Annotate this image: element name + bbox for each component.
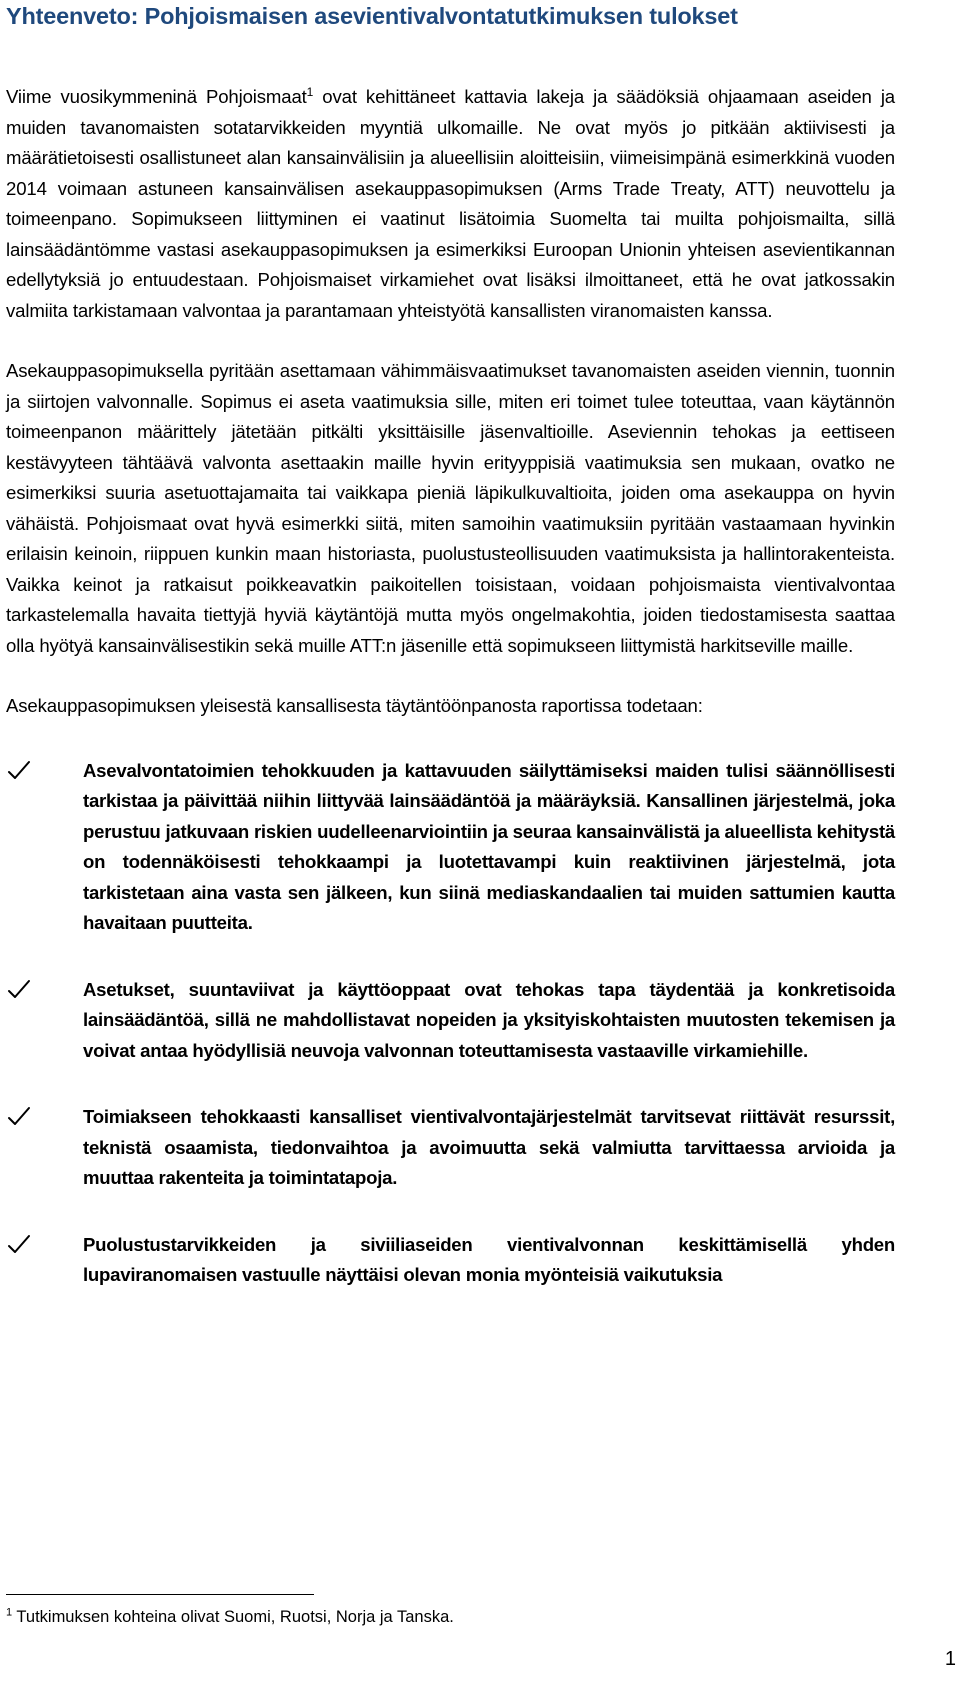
list-item <box>6 1102 895 1194</box>
findings-list <box>6 756 895 1291</box>
footnote <box>6 1605 454 1629</box>
footnote-ref[interactable]: 1 <box>306 84 314 99</box>
list-item <box>6 1230 895 1291</box>
intro-paragraph <box>6 82 895 326</box>
finding-text: Puolustustarvikkeiden ja siviiliaseiden vientivalvonnan keskittämisellä yhden lupaviranomaisen vastuulle näyttäisi olevan monia myönteisiä vaikutuksia <box>83 1233 895 1285</box>
document-page <box>6 0 895 1291</box>
finding-text: Asevalvontatoimien tehokkuuden ja kattavuuden säilyttämiseksi maiden tulisi säännöllisesti tarkistaa ja päivittää niihin liittyvää lainsäädäntöä ja määräyksiä. Kansallinen järjestelmä, joka perustuu jatkuvaan riskien uudelleenarviointiin ja seuraa kansainvälistä ja alueellista kehitystä on todennäköisesti tehokkaampi ja luotettavampi kuin reaktiivinen järjestelmä, jota tarkistetaan aina vasta sen jälkeen, kun siinä mediaskandaalien tai muiden sattumien kautta havaitaan puutteita. <box>83 759 895 933</box>
list-item <box>6 756 895 939</box>
page-title: Yhteenveto: Pohjoismaisen asevientivalvontatutkimuksen tulokset <box>6 3 738 29</box>
checkmark-icon <box>7 1233 31 1257</box>
body-paragraph-3: Asekauppasopimuksen yleisestä kansallisesta täytäntöönpanosta raportissa todetaan: <box>6 695 703 716</box>
footnote-divider <box>6 1594 314 1595</box>
checkmark-icon <box>7 978 31 1002</box>
intro-text-rest: ovat kehittäneet kattavia lakeja ja säädöksiä ohjaamaan aseiden ja muiden tavanomaisten sotatarvikkeiden myyntiä ulkomaille. Ne ovat myös jo pitkään aktiivisesti ja määrätietoisesti osallistuneet alan kansainvälisiin ja alueellisiin aloitteisiin, viimeisimpänä esimerkkinä vuoden 2014 voimaan astuneen kansainvälisen asekauppasopimuksen (Arms Trade Treaty, ATT) neuvottelu ja toimeenpano. Sopimukseen liittyminen ei vaatinut lisätoimia Suomelta tai muilta pohjoismailta, sillä lainsäädäntömme vastasi asekauppasopimuksen ja esimerkiksi Euroopan Unionin yhteisen asevientikannan edellytyksiä jo entuudestaan. Pohjoismaiset virkamiehet ovat lisäksi ilmoittaneet, että he ovat jatkossakin valmiita tarkistamaan valvontaa ja parantamaan yhteistyötä kansallisten viranomaisten kanssa. <box>6 86 895 321</box>
finding-text: Asetukset, suuntaviivat ja käyttöoppaat ovat tehokas tapa täydentää ja konkretisoida lainsäädäntöä, sillä ne mahdollistavat nopeiden ja yksityiskohtaisten muutosten tekemisen ja voivat antaa hyödyllisiä neuvoja valvonnan toteuttamisesta vastaaville virkamiehille. <box>83 978 895 1061</box>
footnote-number: 1 <box>6 1606 13 1619</box>
body-paragraph-2: Asekauppasopimuksella pyritään asettamaan vähimmäisvaatimukset tavanomaisten aseiden viennin, tuonnin ja siirtojen valvonnalle. Sopimus ei aseta vaatimuksia sille, miten eri toimet tulee toteuttaa, vaan käytännön toimeenpanon määrittely jätetään pitkälti yksittäisille jäsenvaltioille. Aseviennin tehokas ja eettiseen kestävyyteen tähtäävä valvonta asettaakin maille hyvin erityyppisiä vaatimuksia sen mukaan, ovatko ne esimerkiksi suuria asetuottajamaita tai vaikkapa pieniä läpikulkuvaltioita, joiden oma asekauppa on hyvin vähäistä. Pohjoismaat ovat hyvä esimerkki siitä, miten samoihin vaatimuksiin pyritään vastaamaan hyvinkin erilaisin keinoin, riippuen kunkin maan historiasta, puolustusteollisuuden vaatimuksista ja hallintorakenteista. Vaikka keinot ja ratkaisut poikkeavatkin paikoitellen toisistaan, voidaan pohjoismaista vientivalvontaa tarkastelemalla havaita tiettyjä hyviä käytäntöjä mutta myös ongelmakohtia, joiden tiedostamisesta saattaa olla hyötyä kansainvälisestikin sekä muille ATT:n jäsenille että sopimukseen liittymistä harkitseville maille. <box>6 360 895 656</box>
page-number: 1 <box>944 1648 956 1670</box>
footnote-text: Tutkimuksen kohteina olivat Suomi, Ruotsi, Norja ja Tanska. <box>16 1608 454 1626</box>
checkmark-icon <box>7 1105 31 1129</box>
finding-text: Toimiakseen tehokkaasti kansalliset vientivalvontajärjestelmät tarvitsevat riittävät resurssit, teknistä osaamista, tiedonvaihtoa ja avoimuutta sekä valmiutta tarvittaessa arvioida ja muuttaa rakenteita ja toimintatapoja. <box>83 1106 895 1188</box>
checkmark-icon <box>7 759 31 783</box>
list-item <box>6 975 895 1067</box>
intro-text-start: Viime vuosikymmeninä Pohjoismaat <box>6 86 307 107</box>
